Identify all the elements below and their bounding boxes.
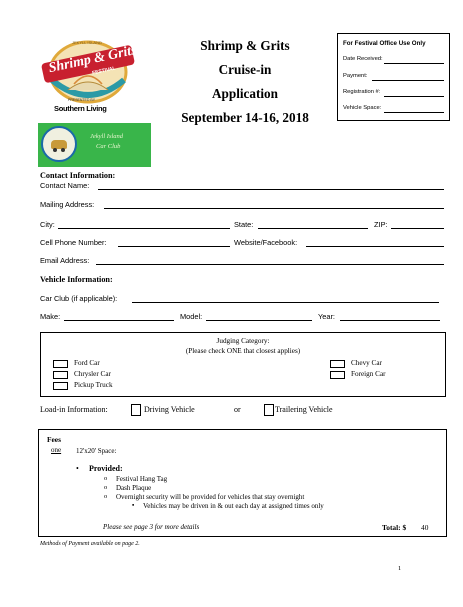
provided-subitem: Vehicles may be driven in & out each day at assigned times only: [143, 502, 324, 510]
car-club-logo: [38, 123, 151, 167]
city-label: City:: [40, 220, 55, 229]
contact-heading: Contact Information:: [40, 171, 116, 180]
title-line-1: Shrimp & Grits: [200, 38, 290, 53]
provided-heading: Provided:: [89, 464, 123, 473]
ford-label: Ford Car: [74, 359, 100, 367]
make-label: Make:: [40, 312, 61, 321]
trailering-label: Trailering Vehicle: [275, 405, 333, 414]
payment-field[interactable]: [372, 80, 444, 81]
fees-quantity: one: [51, 446, 62, 454]
contact-name-label: Contact Name:: [40, 181, 90, 190]
make-field[interactable]: [64, 320, 174, 321]
car-club-name: Jekyll Island Car Club: [90, 133, 124, 150]
vehicle-heading: Vehicle Information:: [40, 275, 113, 284]
fees-space: 12'x20' Space:: [76, 447, 117, 455]
date-received-label: Date Received:: [343, 56, 383, 62]
provided-item-1-bullet: o: [104, 475, 108, 482]
ford-checkbox[interactable]: [53, 360, 68, 368]
provided-item-2-bullet: o: [104, 484, 108, 491]
model-field[interactable]: [206, 320, 312, 321]
title-line-3: Application: [212, 86, 278, 101]
loadin-label: Load-in Information:: [40, 405, 108, 414]
provided-item-2: Dash Plaque: [116, 484, 152, 492]
model-label: Model:: [180, 312, 203, 321]
pickup-checkbox[interactable]: [53, 382, 68, 390]
provided-item-3-bullet: o: [104, 493, 108, 500]
chrysler-label: Chrysler Car: [74, 370, 111, 378]
fees-box: [38, 429, 447, 537]
page-title: [170, 34, 320, 130]
office-use-title: For Festival Office Use Only: [343, 40, 426, 47]
provided-subitem-bullet: ▪: [132, 502, 135, 509]
state-label: State:: [234, 220, 254, 229]
cell-phone-label: Cell Phone Number:: [40, 238, 107, 247]
zip-label: ZIP:: [374, 220, 388, 229]
email-field[interactable]: [96, 264, 444, 265]
title-line-2: Cruise-in: [218, 62, 272, 77]
date-received-field[interactable]: [384, 63, 444, 64]
car-club-emblem: [41, 126, 77, 162]
pickup-label: Pickup Truck: [74, 381, 113, 389]
provided-bullet: •: [76, 464, 79, 473]
judging-title: Judging Category:: [216, 337, 270, 345]
car-club-field[interactable]: [132, 302, 439, 303]
sponsor-logo: Southern Living: [54, 104, 107, 113]
vehicle-space-field[interactable]: [384, 112, 444, 113]
vehicle-space-label: Vehicle Space:: [343, 105, 382, 111]
provided-item-3: Overnight security will be provided for vehicles that stay overnight: [116, 493, 305, 501]
car-club-label: Car Club (if applicable):: [40, 294, 118, 303]
total-label: Total: $: [382, 523, 407, 532]
loadin-or: or: [234, 405, 241, 414]
website-field[interactable]: [306, 246, 444, 247]
office-use-box: [337, 33, 450, 121]
driving-label: Driving Vehicle: [144, 405, 195, 414]
city-field[interactable]: [58, 228, 230, 229]
mailing-address-field[interactable]: [104, 208, 444, 209]
total-value: 40: [421, 523, 429, 532]
zip-field[interactable]: [391, 228, 444, 229]
judging-instruction: (Please check ONE that closest applies): [185, 347, 301, 355]
email-label: Email Address:: [40, 256, 90, 265]
see-page-note: Please see page 3 for more details: [103, 523, 200, 531]
chevy-label: Chevy Car: [351, 359, 382, 367]
logo-arc-text: JEKYLL ISLAND: [72, 40, 102, 45]
provided-item-1: Festival Hang Tag: [116, 475, 168, 483]
registration-field[interactable]: [384, 96, 444, 97]
judging-box: [40, 332, 446, 397]
year-field[interactable]: [340, 320, 440, 321]
fees-heading: Fees: [47, 435, 61, 444]
registration-label: Registration #:: [343, 89, 381, 95]
contact-name-field[interactable]: [98, 189, 444, 190]
year-label: Year:: [318, 312, 335, 321]
trailering-checkbox[interactable]: [264, 404, 274, 416]
logo-festival-word: FESTIVAL: [91, 65, 117, 77]
state-field[interactable]: [258, 228, 368, 229]
foreign-checkbox[interactable]: [330, 371, 345, 379]
chevy-checkbox[interactable]: [330, 360, 345, 368]
chrysler-checkbox[interactable]: [53, 371, 68, 379]
mailing-address-label: Mailing Address:: [40, 200, 95, 209]
cell-phone-field[interactable]: [118, 246, 230, 247]
presented-by: PRESENTED BY: [68, 98, 96, 102]
website-label: Website/Facebook:: [234, 238, 298, 247]
payment-note: Methods of Payment available on page 2.: [40, 541, 140, 547]
driving-checkbox[interactable]: [131, 404, 141, 416]
foreign-label: Foreign Car: [351, 370, 386, 378]
logo-text-shrimp: Shrimp & Grits: [47, 42, 138, 77]
page-number: 1: [398, 565, 402, 572]
payment-label: Payment:: [343, 73, 368, 79]
event-dates: September 14-16, 2018: [181, 110, 309, 125]
